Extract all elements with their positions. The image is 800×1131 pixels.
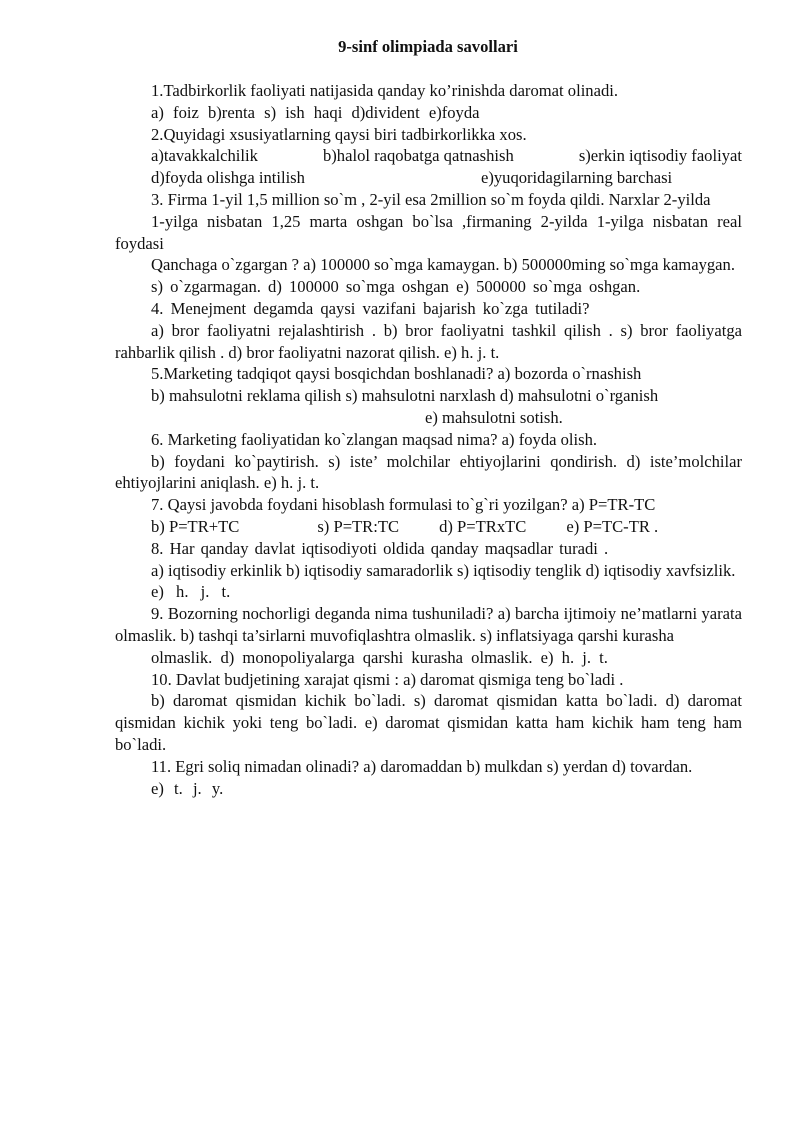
question-3-part-3: Qanchaga o`zgargan ? a) 100000 so`mga kamaygan. b) 500000ming so`mga kamaygan. [151, 255, 735, 275]
question-6-options: b) foydani ko`paytirish. s) iste’ molchilar ehtiyojlarini qondirish. d) iste’molchilar ehtiyojlarini aniqlash. e) h. j. t. [115, 451, 742, 493]
question-5-options: b) mahsulotni reklama qilish s) mahsulotni narxlash d) mahsulotni o`rganish [151, 386, 659, 406]
option-a: a)tavakkalchilik [151, 146, 258, 166]
question-5-option-e: e) mahsulotni sotish. [425, 407, 563, 427]
document-body [115, 80, 742, 799]
question-4: 4. Menejment degamda qaysi vazifani bajarish ko`zga tutiladi? [151, 298, 590, 318]
option-b: b)halol raqobatga qatnashish [322, 146, 514, 166]
question-11-option-e: e) t. j. y. [151, 778, 224, 798]
question-10-options: b) daromat qismidan kichik bo`ladi. s) daromat qismidan katta bo`ladi. d) daromat qismidan kichik yoki teng bo`ladi. e) daromat qismidan katta ham kichik ham teng ham bo`ladi. [115, 691, 742, 754]
question-8-options: a) iqtisodiy erkinlik b) iqtisodiy samaradorlik s) iqtisodiy tenglik d) iqtisodiy xavfsizlik. [151, 560, 736, 580]
question-7-options [115, 516, 742, 538]
page-title: 9-sinf olimpiada savollari [338, 37, 518, 56]
question-8: 8. Har qanday davlat iqtisodiyoti oldida qanday maqsadlar turadi . [151, 538, 609, 558]
question-2-options-row-1 [115, 145, 742, 167]
question-3-part-2: 1-yilga nisbatan 1,25 marta oshgan bo`lsa ,firmaning 2-yilda 1-yilga nisbatan real foydasi [115, 211, 742, 253]
question-9: 9. Bozorning nochorligi deganda nima tushuniladi? a) barcha ijtimoiy ne’matlarni yarata olmaslik. b) tashqi ta’sirlarni muvofiqlashtra olmaslik. s) inflatsiyaga qarshi kurasha [115, 604, 742, 645]
question-2-options-row-2 [115, 167, 742, 189]
question-10: 10. Davlat budjetining xarajat qismi : a) daromat qismiga teng bo`ladi . [151, 669, 624, 689]
option-s: s)erkin iqtisodiy faoliyat [578, 146, 742, 166]
question-9-continuation: olmaslik. d) monopoliyalarga qarshi kurasha olmaslik. e) h. j. t. [151, 647, 608, 667]
option-d: d) P=TRxTC [439, 516, 527, 536]
question-3-options: s) o`zgarmagan. d) 100000 so`mga oshgan e) 500000 so`mga oshgan. [151, 277, 641, 297]
question-6: 6. Marketing faoliyatidan ko`zlangan maqsad nima? a) foyda olish. [151, 429, 598, 449]
question-4-options: a) bror faoliyatni rejalashtirish . b) bror faoliyatni tashkil qilish . s) bror faoliyatga rahbarlik qilish . d) bror faoliyatni nazorat qilish. e) h. j. t. [115, 320, 742, 362]
option-b: b) P=TR+TC [151, 516, 240, 536]
question-5: 5.Marketing tadqiqot qaysi bosqichdan boshlanadi? a) bozorda o`rnashish [151, 364, 642, 384]
question-1-options: a) foiz b)renta s) ish haqi d)divident e)foyda [151, 102, 480, 122]
option-s: s) P=TR:TC [317, 516, 400, 536]
question-1: 1.Tadbirkorlik faoliyati natijasida qanday ko’rinishda daromat olinadi. [151, 81, 619, 100]
option-e: e)yuqoridagilarning barchasi [480, 168, 673, 188]
question-7: 7. Qaysi javobda foydani hisoblash formulasi to`g`ri yozilgan? a) P=TR-TC [151, 495, 656, 515]
question-2: 2.Quyidagi xsusiyatlarning qaysi biri tadbirkorlikka xos. [151, 124, 527, 144]
question-8-option-e: e) h. j. t. [151, 582, 231, 602]
option-d: d)foyda olishga intilish [151, 168, 305, 188]
option-e: e) P=TC-TR . [566, 516, 659, 536]
question-3-part-1: 3. Firma 1-yil 1,5 million so`m , 2-yil esa 2million so`m foyda qildi. Narxlar 2-yilda [151, 189, 711, 209]
question-11: 11. Egri soliq nimadan olinadi? a) daromaddan b) mulkdan s) yerdan d) tovardan. [151, 756, 693, 776]
